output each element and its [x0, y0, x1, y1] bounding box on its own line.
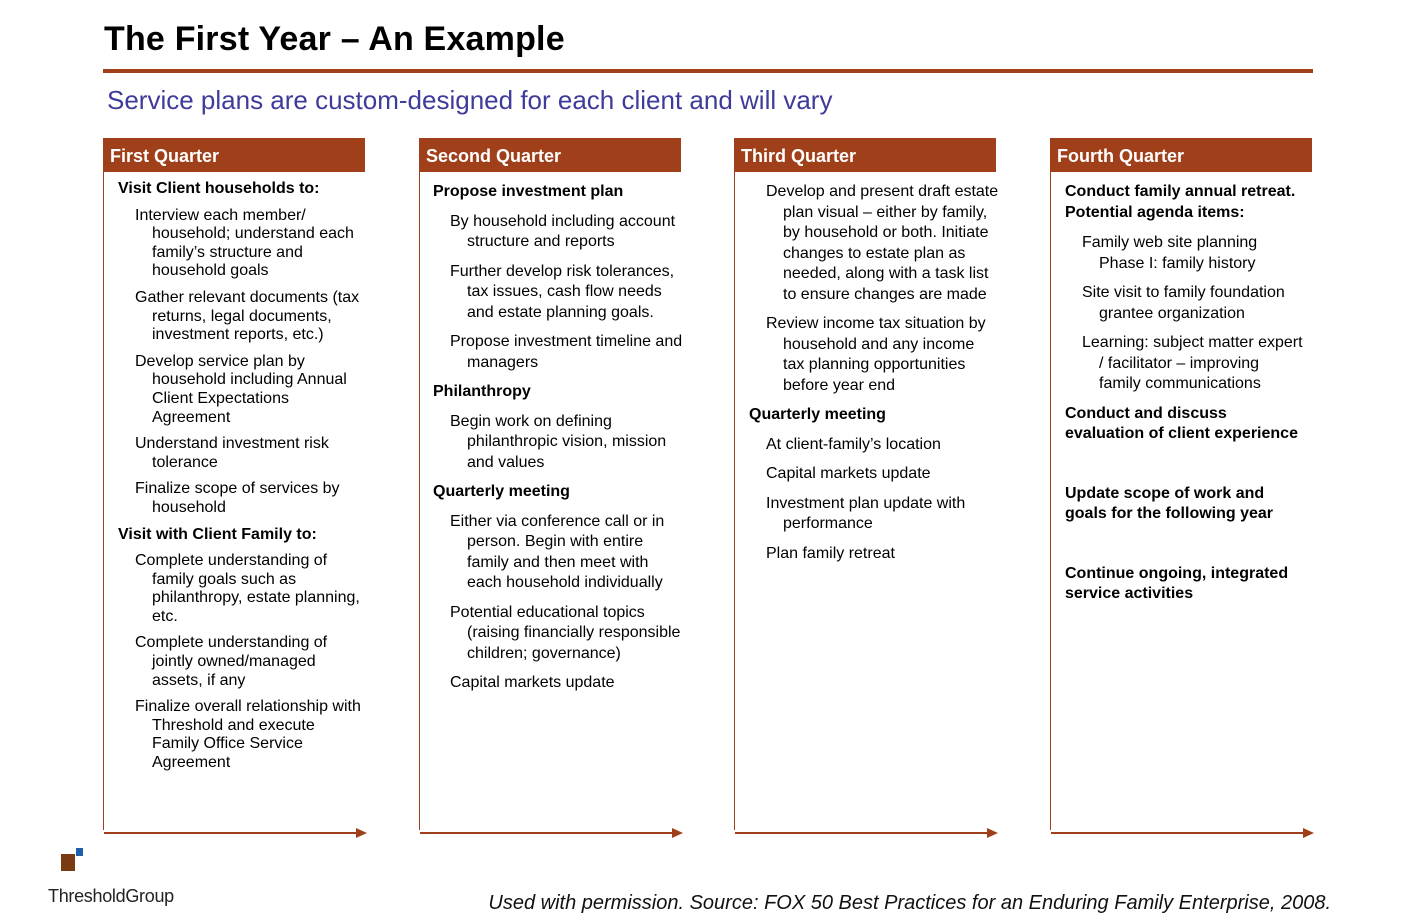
column-header: Fourth Quarter: [1050, 138, 1312, 172]
arrowhead-icon: [1303, 828, 1314, 838]
list-item: Develop and present draft estate plan visual – either by family, by household or both. Initiate changes to estate plan as needed, along with a task list to ensure changes are made: [766, 183, 999, 303]
section-heading: Visit Client households to:: [118, 180, 320, 197]
list-item: Further develop risk tolerances, tax issues, cash flow needs and estate planning goals.: [450, 262, 675, 321]
section-heading: Visit with Client Family to:: [118, 525, 317, 543]
logo-mark-icon: [61, 848, 83, 871]
column-fourth-quarter: [1050, 138, 1312, 830]
timeline-arrow: [420, 832, 672, 834]
column-third-quarter: [734, 138, 999, 830]
arrowhead-icon: [672, 828, 683, 838]
list-item: At client-family’s location: [766, 435, 941, 453]
list-item: Family web site planning Phase I: family history: [1082, 234, 1258, 272]
column-first-quarter: [103, 138, 365, 830]
list-item: Begin work on defining philanthropic vision, mission and values: [450, 412, 667, 471]
page-title: The First Year – An Example: [104, 20, 565, 58]
section-heading: Conduct family annual retreat. Potential agenda items:: [1065, 183, 1296, 221]
list-item: Interview each member/ household; understand each family’s structure and household goals: [135, 206, 354, 280]
list-item: Propose investment timeline and managers: [450, 333, 683, 371]
section-heading: Update scope of work and goals for the following year: [1065, 484, 1274, 522]
arrowhead-icon: [987, 828, 998, 838]
section-heading: Quarterly meeting: [433, 483, 570, 500]
column-body: [734, 172, 999, 830]
list-item: Capital markets update: [766, 465, 931, 482]
threshold-group-logo: [48, 846, 188, 911]
list-item: By household including account structure and reports: [450, 212, 676, 250]
list-item: Investment plan update with performance: [766, 494, 966, 532]
section-heading: Propose investment plan: [433, 183, 624, 200]
list-item: Develop service plan by household including Annual Client Expectations Agreement: [135, 352, 347, 426]
section-heading: Philanthropy: [433, 383, 531, 400]
list-item: Understand investment risk tolerance: [135, 435, 329, 471]
arrowhead-icon: [356, 828, 367, 838]
page-subtitle: Service plans are custom-designed for each client and will vary: [107, 85, 833, 115]
source-footnote: Used with permission. Source: FOX 50 Best Practices for an Enduring Family Enterprise, 2008.: [488, 892, 1331, 914]
section-heading: Quarterly meeting: [749, 406, 886, 423]
logo-text: ThresholdGroup: [48, 886, 174, 906]
section-heading: Conduct and discuss evaluation of client experience: [1065, 404, 1298, 442]
list-item: Gather relevant documents (tax returns, legal documents, investment reports, etc.): [135, 288, 360, 344]
title-divider: [103, 69, 1313, 73]
section-heading: Continue ongoing, integrated service activities: [1065, 564, 1289, 602]
column-header: First Quarter: [103, 138, 365, 172]
list-item: Plan family retreat: [766, 544, 895, 562]
list-item: Potential educational topics (raising financially responsible children; governance): [450, 603, 681, 662]
column-header: Third Quarter: [734, 138, 996, 172]
column-body: [419, 172, 681, 830]
list-item: Review income tax situation by household and any income tax planning opportunities before year end: [766, 315, 986, 394]
list-item: Complete understanding of family goals such as philanthropy, estate planning, etc.: [135, 552, 360, 625]
column-second-quarter: [419, 138, 681, 830]
timeline-arrow: [1051, 832, 1303, 834]
list-item: Site visit to family foundation grantee organization: [1082, 284, 1285, 322]
list-item: Learning: subject matter expert / facilitator – improving family communications: [1082, 334, 1303, 392]
list-item: Either via conference call or in person. Begin with entire family and then meet with each household individually: [450, 512, 665, 591]
column-body: [103, 172, 365, 830]
timeline-arrow: [735, 832, 987, 834]
list-item: Finalize scope of services by household: [135, 480, 340, 516]
list-item: Complete understanding of jointly owned/managed assets, if any: [135, 634, 328, 689]
list-item: Capital markets update: [450, 674, 615, 691]
column-body: [1050, 172, 1312, 830]
timeline-arrow: [104, 832, 356, 834]
list-item: Finalize overall relationship with Threshold and execute Family Office Service Agreement: [135, 698, 361, 772]
column-header: Second Quarter: [419, 138, 681, 172]
